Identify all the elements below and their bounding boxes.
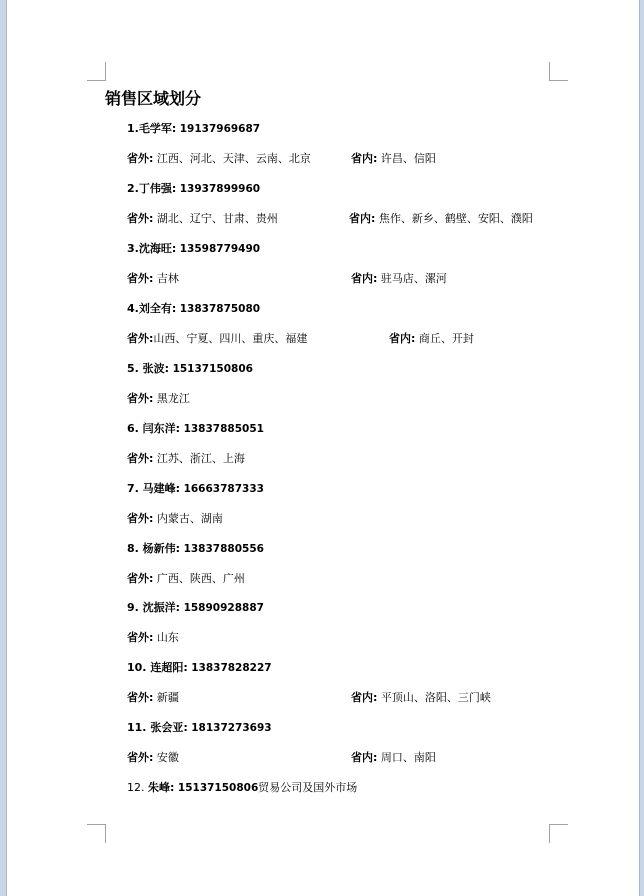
- salesperson-name: 8. 杨新伟:: [127, 542, 181, 555]
- inside-regions: 焦作、新乡、鹤壁、安阳、濮阳: [378, 212, 533, 225]
- crop-mark-top-right: [549, 62, 568, 81]
- document-title: 销售区域划分: [105, 89, 202, 108]
- outside-label: 省外:: [127, 152, 154, 165]
- outside-label: 省外:: [127, 392, 154, 405]
- outside-label: 省外:: [127, 751, 154, 764]
- region-line: [127, 391, 190, 407]
- salesperson-line: [127, 181, 260, 197]
- inside-regions: 许昌、信阳: [380, 152, 436, 165]
- salesperson-line: [127, 301, 260, 317]
- region-line: [127, 690, 491, 706]
- phone-number: 13837875080: [179, 303, 261, 315]
- phone-number: 13837880556: [183, 543, 264, 555]
- outside-label: 省外:: [127, 332, 154, 345]
- salesperson-line: [127, 720, 272, 736]
- salesperson-name: 9. 沈振洋:: [127, 601, 181, 614]
- outside-regions: 广西、陕西、广州: [156, 572, 245, 585]
- outside-regions: 新疆: [156, 691, 179, 704]
- region-line: [127, 211, 533, 227]
- salesperson-line: [127, 481, 264, 497]
- outside-regions: 吉林: [156, 272, 179, 285]
- salesperson-name: 朱峰:: [148, 781, 175, 794]
- inside-label: 省内:: [351, 152, 378, 165]
- outside-label: 省外:: [127, 272, 154, 285]
- phone-number: 13937899960: [179, 183, 261, 195]
- inside-label: 省内:: [389, 332, 416, 345]
- inside-label: 省内:: [351, 751, 378, 764]
- item-number: 12.: [127, 781, 145, 794]
- outside-regions: 山东: [156, 631, 179, 644]
- salesperson-line: [127, 361, 253, 377]
- region-line: [127, 630, 179, 646]
- inside-regions: 平顶山、洛阳、三门峡: [380, 691, 491, 704]
- outside-label: 省外:: [127, 631, 154, 644]
- phone-number: 13598779490: [179, 243, 261, 255]
- outside-label: 省外:: [127, 572, 154, 585]
- phone-number: 19137969687: [179, 123, 261, 135]
- phone-number: 18137273693: [191, 722, 272, 734]
- salesperson-name: 7. 马建峰:: [127, 482, 181, 495]
- inside-regions: 周口、南阳: [380, 751, 436, 764]
- salesperson-name: 5. 张波:: [127, 362, 170, 375]
- region-line: [127, 750, 436, 766]
- outside-regions: 江西、河北、天津、云南、北京: [156, 152, 311, 165]
- outside-label: 省外:: [127, 212, 154, 225]
- salesperson-line: [127, 121, 260, 137]
- inside-label: 省内:: [351, 691, 378, 704]
- salesperson-name: 3.沈海旺:: [127, 242, 177, 255]
- outside-label: 省外:: [127, 452, 154, 465]
- inside-regions: 驻马店、漯河: [380, 272, 447, 285]
- salesperson-name: 2.丁伟强:: [127, 182, 177, 195]
- phone-number: 13837885051: [183, 423, 264, 435]
- outside-regions: 安徽: [156, 751, 179, 764]
- salesperson-line: [127, 541, 264, 557]
- outside-regions: 湖北、辽宁、甘肃、贵州: [156, 212, 278, 225]
- outside-label: 省外:: [127, 691, 154, 704]
- phone-number: 15137150806: [177, 782, 259, 794]
- outside-regions: 山西、宁夏、四川、重庆、福建: [153, 332, 308, 345]
- inside-regions: 商丘、开封: [418, 332, 474, 345]
- salesperson-line: [127, 660, 272, 676]
- salesperson-name: 1.毛学军:: [127, 122, 177, 135]
- crop-mark-bottom-left: [87, 824, 106, 843]
- outside-regions: 黑龙江: [156, 392, 190, 405]
- salesperson-name: 6. 闫东洋:: [127, 422, 181, 435]
- market-note: 贸易公司及国外市场: [258, 781, 358, 794]
- phone-number: 13837828227: [191, 662, 272, 674]
- crop-mark-top-left: [87, 62, 106, 81]
- phone-number: 15890928887: [183, 602, 264, 614]
- region-line: [127, 571, 245, 587]
- region-line: [127, 451, 245, 467]
- phone-number: 15137150806: [172, 363, 253, 375]
- inside-label: 省内:: [349, 212, 376, 225]
- region-line: [127, 331, 474, 347]
- outside-label: 省外:: [127, 512, 154, 525]
- phone-number: 16663787333: [183, 483, 264, 495]
- region-line: [127, 511, 223, 527]
- outside-regions: 江苏、浙江、上海: [156, 452, 245, 465]
- inside-label: 省内:: [351, 272, 378, 285]
- crop-mark-bottom-right: [549, 824, 568, 843]
- salesperson-line: [127, 600, 264, 616]
- salesperson-name: 4.刘全有:: [127, 302, 177, 315]
- salesperson-name: 10. 连超阳:: [127, 661, 188, 674]
- salesperson-line: [127, 241, 260, 257]
- salesperson-line: [127, 780, 357, 796]
- salesperson-name: 11. 张会亚:: [127, 721, 188, 734]
- region-line: [127, 271, 447, 287]
- region-line: [127, 151, 436, 167]
- document-page: [6, 0, 640, 896]
- salesperson-line: [127, 421, 264, 437]
- outside-regions: 内蒙古、湖南: [156, 512, 223, 525]
